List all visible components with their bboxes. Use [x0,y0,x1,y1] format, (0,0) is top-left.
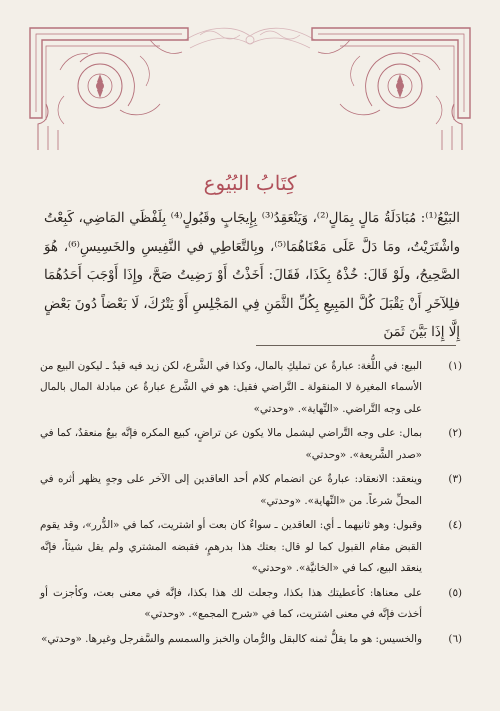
header-ornament-icon [0,0,500,160]
footnote-number: (٢) [448,427,462,440]
footnote-item [40,629,462,650]
footnote-text: والخسيس: هو ما يقلُّ ثمنه كالبقل والرُّمان والخبز والسمسم والسَّفرجل وغيرها. «وحدتي» [41,632,422,645]
footnote-number: (٥) [448,586,462,599]
footnote-item [40,423,462,466]
footnote-number: (٤) [448,519,462,532]
chapter-title: كِتَابُ البُيُوع [203,171,297,195]
footnote-item [40,515,462,579]
footnote-text: وقبول: وهو ثانيهما ـ أي: العاقدين ـ سواءٌ كان بعت أو اشتريت، كما في «الدُّرر»، وقد يقوم القبض مقام القبول كما لو قال: بعتك هذا بدرهمٍ، فقبضه المشتري ولم يقل شيئاً، فإنَّه ينعقد البيع، كما في «الخانيَّة». «وحدتي» [40,519,422,575]
footnote-text: وينعقد: الانعقاد: عبارةٌ عن انضمام كلام أحد العاقدين إلى الآخر على وجهٍ يظهر أثره في المحلِّ شرعاً. من «النِّهاية». «وحدتي» [40,473,422,507]
footnote-number: (٦) [448,632,462,645]
footnote-item [40,469,462,512]
main-paragraph: البَيْعُ⁽¹⁾: مُبَادَلَةُ مَالٍ بِمَالٍ⁽²⁾، وَيَنْعَقِدُ⁽³⁾ بِإِيجَابٍ وقَبُولٍ⁽⁴⁾ بِلَفْظَي المَاضِي، كَبِعْتُ واشْتَرَيْتُ، ومَا دَلَّ عَلَى مَعْنَاهُمَا⁽⁵⁾، وبِالتَّعَاطِي في النَّفِيسِ والخَسِيسِ⁽⁶⁾، هُوَ الصَّحِيحُ، ولَوْ قَالَ: خُذْهُ بِكَذَا، فَقَالَ: أَخَذْتُ أَوْ رَضِيتُ صَحَّ، وإِذَا أَوْجَبَ أَحَدُهُمَا فلِلآخَرِ أَنْ يَقْبَلَ كُلَّ المَبِيعِ بِكُلِّ الثَّمَنِ فِي المَجْلِسِ أَوْ يَتْرُكَ، لَا بَعْضاً دُونَ بَعْضٍ إِلَّا إِذَا بَيَّنَ ثَمَنَ [44,211,460,340]
footnote-text: البيع: في اللُّغة: عبارةٌ عن تمليكِ بالمال، وكذا في الشَّرع، لكن زيد فيه قيدٌ ـ ليكون البيع من الأسماء المغيرة لا المنقولة ـ التَّراضي فقيل: هو في الشَّرع عبارةٌ عن مبادلة المال بالمال على وجه التَّراضي. «النِّهاية». «وحدتي» [40,360,422,415]
footnote-text: بمال: على وجه التَّراضي ليشمل مالا يكون عن تراضٍ، كبيع المكره فإنَّه بيعٌ منعقدٌ، كما في «صدر الشَّريعة». «وحدتي» [40,427,422,461]
footnote-item [40,356,462,420]
main-text-block [44,205,460,348]
footnote-divider [256,345,456,346]
footnote-item [40,583,462,626]
footnote-number: (٣) [448,473,462,486]
footnote-number: (١) [448,360,462,372]
footnotes-list [40,356,462,653]
footnote-text: على معناها: كأعطيتك هذا بكذا، وجعلت لك هذا بكذا، فإنَّه في معنى بعت، وكأجزت أو أخذت فإنَّه في معنى اشتريت، كما في «شرح المجمع». «وحدتي» [40,586,422,621]
